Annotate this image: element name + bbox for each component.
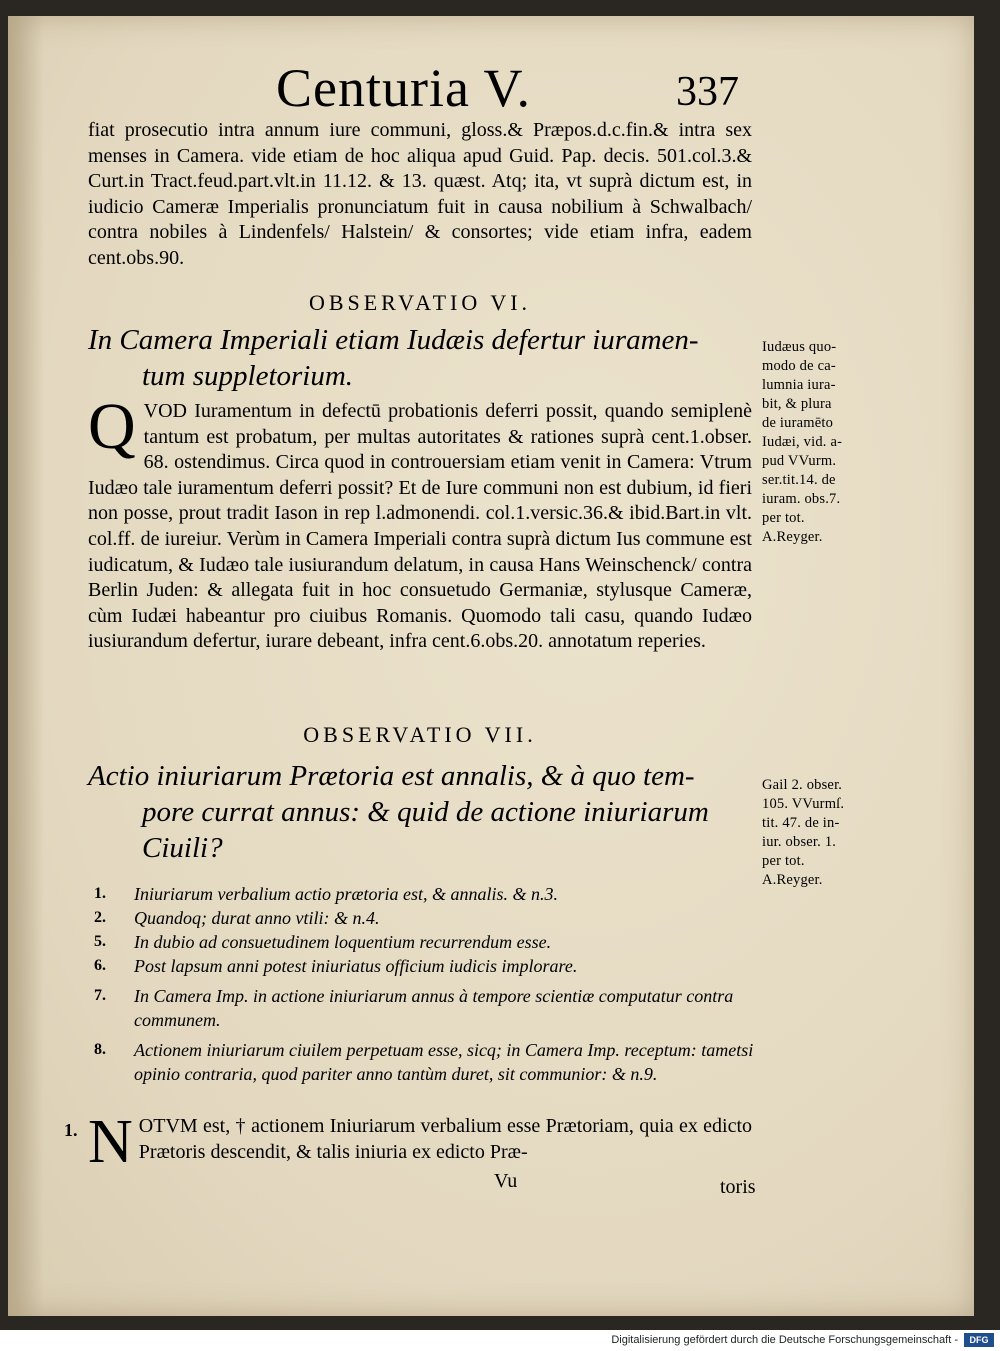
summary-number: 5. xyxy=(94,933,106,950)
summary-text: Post lapsum anni potest iniuriatus officium iudicis implorare. xyxy=(134,956,578,976)
running-head: Centuria V. xyxy=(276,58,532,118)
summary-item xyxy=(88,984,758,1032)
marginal-line: iur. obser. 1. xyxy=(762,834,837,850)
summary-text: Iniuriarum verbalium actio prætoria est, & annalis. & n.3. xyxy=(134,884,559,904)
summary-item xyxy=(88,906,758,930)
marginal-line: per tot. xyxy=(762,510,805,526)
continuation-paragraph xyxy=(88,118,752,272)
observatio-7-marginal-note xyxy=(762,776,870,890)
observatio-6-title xyxy=(88,322,752,394)
marginal-line: Iudæi, vid. a- xyxy=(762,434,843,450)
summary-number: 2. xyxy=(94,909,106,926)
summary-item xyxy=(88,1038,758,1086)
marginal-line: Iudæus quo- xyxy=(762,339,837,355)
drop-cap-q: Q xyxy=(88,390,136,463)
observatio-7-title-line-1: Actio iniuriarum Prætoria est annalis, & à quo tem- xyxy=(88,760,695,792)
observatio-6-title-line-1: In Camera Imperiali etiam Iudæis defertur iuramen- xyxy=(88,324,699,356)
marginal-line: per tot. xyxy=(762,853,805,869)
marginal-line: lumnia iura- xyxy=(762,377,836,393)
dfg-logo: DFG xyxy=(964,1333,994,1347)
observatio-6-heading: OBSERVATIO VI. xyxy=(308,290,532,315)
marginal-line: pud VVurm. xyxy=(762,453,837,469)
marginal-line: iuram. obs.7. xyxy=(762,491,841,507)
summary-text: Actionem iniuriarum ciuilem perpetuam esse, sicq; in Camera Imp. receptum: tametsi opinio contraria, quod pariter anno tantùm duret, sit communior: & n.9. xyxy=(134,1040,754,1084)
catchword: toris xyxy=(720,1176,756,1198)
marginal-line: bit, & plura xyxy=(762,396,832,412)
observatio-7-text: OTVM est, † actionem Iniuriarum verbalium esse Prætoriam, quia ex edicto Prætoris descendit, & talis iniuria ex edicto Præ- xyxy=(138,1115,752,1163)
observatio-7-title-line-2: pore currat annus: & quid de actione iniuriarum xyxy=(142,796,709,828)
observatio-7-summary-list xyxy=(88,882,758,1086)
observatio-7-title-line-3: Ciuili? xyxy=(142,832,223,864)
summary-text: Quandoq; durat anno vtili: & n.4. xyxy=(134,908,380,928)
observatio-7-heading: OBSERVATIO VII. xyxy=(303,722,537,747)
marginal-line: ser.tit.14. de xyxy=(762,472,836,488)
summary-item xyxy=(88,882,758,906)
observatio-6-marginal-note xyxy=(762,338,870,547)
summary-number: 7. xyxy=(94,987,106,1004)
summary-number: 1. xyxy=(94,885,106,902)
summary-item xyxy=(88,930,758,954)
margin-note-number: 1. xyxy=(64,1120,78,1140)
summary-number: 6. xyxy=(94,957,106,974)
observatio-7-title xyxy=(88,758,752,866)
summary-item xyxy=(88,954,758,978)
page-gutter-shadow xyxy=(8,16,44,1316)
drop-cap-n: N xyxy=(88,1108,133,1176)
observatio-6-title-line-2: tum suppletorium. xyxy=(142,360,354,392)
marginal-line: A.Reyger. xyxy=(762,872,823,888)
summary-text: In Camera Imp. in actione iniuriarum annus à tempore scientiæ computatur contra communem. xyxy=(134,986,734,1030)
observatio-6-body xyxy=(88,390,752,655)
summary-text: In dubio ad consuetudinem loquentium recurrendum esse. xyxy=(134,932,552,952)
marginal-line: 105. VVurmſ. xyxy=(762,796,845,812)
continuation-text: fiat prosecutio intra annum iure communi, gloss.& Præpos.d.c.fin.& intra sex menses in Camera. vide etiam de hoc aliqua apud Guid. Pap. decis. 501.col.3.& Curt.in Tract.feud.part.vlt.in 11.12. & 13. quæst. Atq; ita, vt suprà dictum est, in iudicio Cameræ Imperialis pronunciatum fuit in causa nobilium à Schwalbach/ contra nobiles à Lindenfels/ Halstein/ & consortes; vide etiam infra, eadem cent.obs.90. xyxy=(88,119,752,269)
marginal-line: tit. 47. de in- xyxy=(762,815,840,831)
summary-number: 8. xyxy=(94,1041,106,1058)
marginal-line: de iuramēto xyxy=(762,415,834,431)
observatio-7-body xyxy=(88,1108,752,1176)
signature-mark: Vu xyxy=(494,1170,518,1192)
marginal-line: modo de ca- xyxy=(762,358,836,374)
marginal-line: Gail 2. obser. xyxy=(762,777,843,793)
page-number: 337 xyxy=(676,69,739,115)
observatio-6-text: VOD Iuramentum in defectū probationis deferri possit, quando semiplenè tantum est probatum, per multas autoritates & rationes suprà cent.1.obser. 68. ostendimus. Circa quod in controuersiam etiam venit in Camera: Vtrum Iudæo tale iuramentum deferri possit? Et de Iure communi non est dubium, id fieri non posse, prout tradit Iason in rep l.admonendi. col.1.versic.36.& ibid.Bart.in vlt. col.ff. de iureiur. Verùm in Camera Imperiali contra suprà dictum Ius commune est iudicatum, & Iudæo tale iusiurandum delatum, in causa Hans Weinschenck/ contra Berlin Juden: & allegata fuit in hoc consuetudo Germaniæ, stylusque Cameræ, cùm Iudæi habeantur pro ciuibus Romanis. Quomodo tali casu, quando Iudæo iusiurandum defertur, iurare debeant, infra cent.6.obs.20. annotatum reperies. xyxy=(88,400,752,653)
funding-credit: Digitalisierung gefördert durch die Deutsche Forschungsgemeinschaft - xyxy=(611,1334,958,1346)
marginal-line: A.Reyger. xyxy=(762,529,823,545)
